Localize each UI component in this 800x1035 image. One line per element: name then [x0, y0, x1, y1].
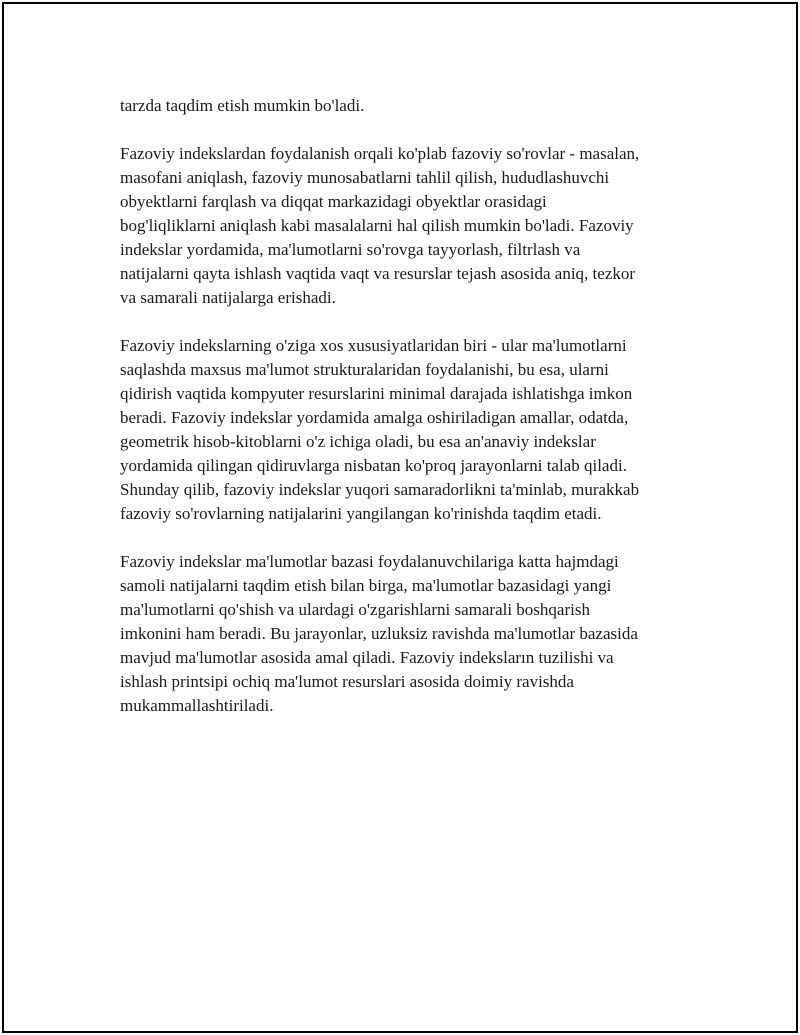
document-page: [2, 2, 798, 1033]
paragraph-1: tarzda taqdim etish mumkin bo'ladi.: [120, 96, 365, 115]
paragraph-2: Fazoviy indekslardan foydalanish orqali ko'plab fazoviy so'rovlar - masalan, masofani aniqlash, fazoviy munosabatlarni tahlil qilish, hududlashuvchi obyektlarni farqlash va diqqat markazidagi obyektlar orasidagi bog'liqliklarni aniqlash kabi masalalarni hal qilish mumkin bo'ladi. Fazoviy indekslar yordamida, ma'lumotlarni so'rovga tayyorlash, filtrlash va natijalarni qayta ishlash vaqtida vaqt va resurslar tejash asosida aniq, tezkor va samarali natijalarga erishadi.: [120, 144, 640, 307]
document-body: [120, 94, 695, 742]
paragraph-3: Fazoviy indekslarning o'ziga xos xususiyatlaridan biri - ular ma'lumotlarni saqlashda maxsus ma'lumot strukturalaridan foydalanishi, bu esa, ularni qidirish vaqtida kompyuter resurslarini minimal darajada ishlatishga imkon beradi. Fazoviy indekslar yordamida amalga oshiriladigan amallar, odatda, geometrik hisob-kitoblarni o'z ichiga oladi, bu esa an'anaviy indekslar yordamida qilingan qidiruvlarga nisbatan ko'proq jarayonlarni talab qiladi. Shunday qilib, fazoviy indekslar yuqori samaradorlikni ta'minlab, murakkab fazoviy so'rovlarning natijalarini yangilangan ko'rinishda taqdim etadi.: [120, 336, 640, 523]
paragraph-4: Fazoviy indekslar ma'lumotlar bazasi foydalanuvchilariga katta hajmdagi samoli natijalarni taqdim etish bilan birga, ma'lumotlar bazasidagi yangi ma'lumotlarni qo'shish va ulardagi o'zgarishlarni samarali boshqarish imkonini ham beradi. Bu jarayonlar, uzluksiz ravishda ma'lumotlar bazasida mavjud ma'lumotlar asosida amal qiladi. Fazoviy indeksların tuzilishi va ishlash printsipi ochiq ma'lumot resurslari asosida doimiy ravishda mukammallashtiriladi.: [120, 552, 638, 715]
